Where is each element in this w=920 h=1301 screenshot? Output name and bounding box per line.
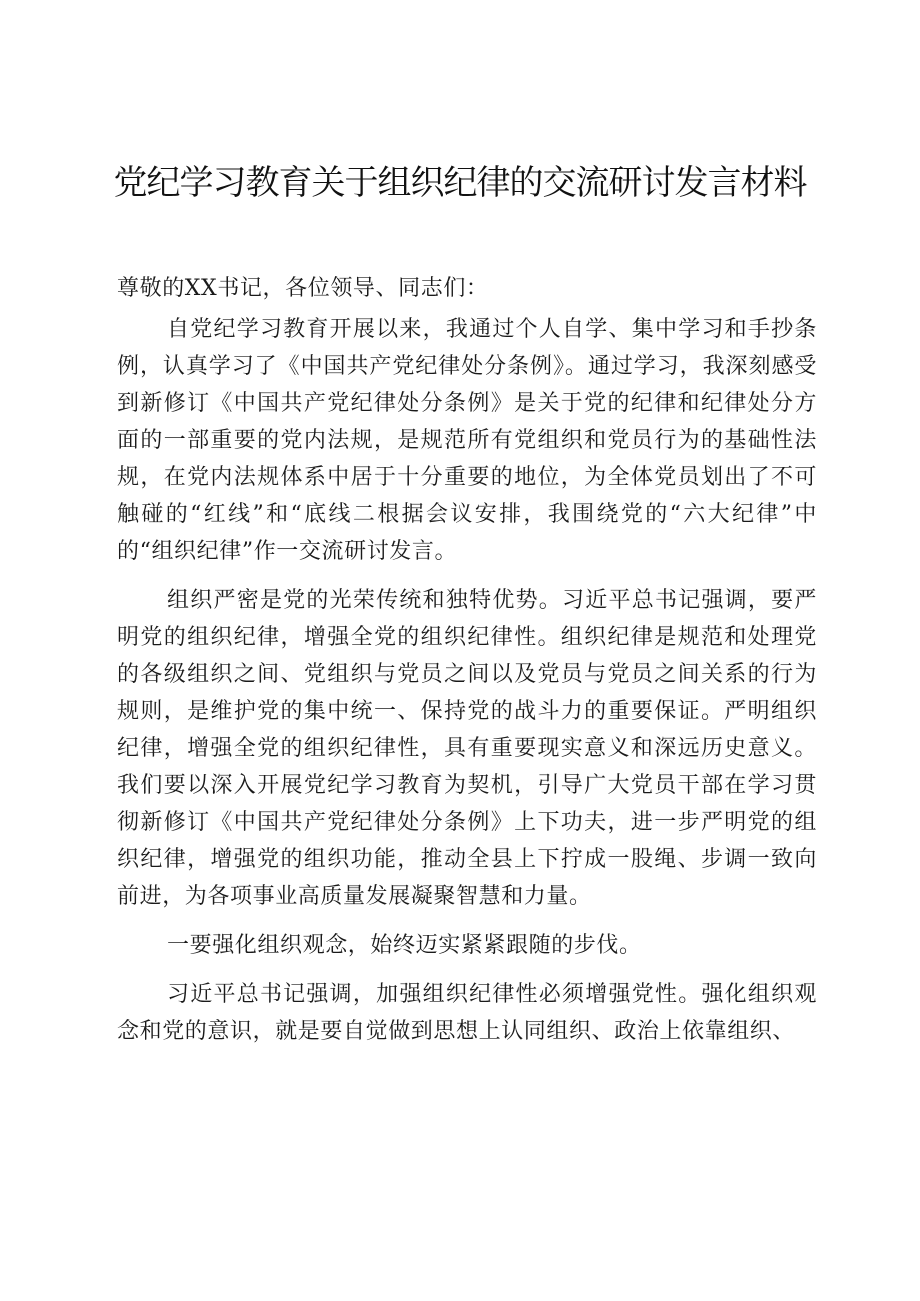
section-heading-1: 一要强化组织观念，始终迈实紧紧跟随的步伐。 [167, 933, 642, 958]
document-body [117, 270, 817, 1050]
paragraph-1: 自党纪学习教育开展以来，我通过个人自学、集中学习和手抄条例，认真学习了《中国共产党纪律处分条例》。通过学习，我深刻感受到新修订《中国共产党纪律处分条例》是关于党的纪律和纪律处分方面的一部重要的党内法规，是规范所有党组织和党员行为的基础性法规，在党内法规体系中居于十分重要的地位，为全体党员划出了不可触碰的“红线”和“底线二根据会议安排，我围绕党的“六大纪律”中的“组织纪律”作一交流研讨发言。 [117, 317, 817, 564]
paragraph-2: 组织严密是党的光荣传统和独特优势。习近平总书记强调，要严明党的组织纪律，增强全党的组织纪律性。组织纪律是规范和处理党的各级组织之间、党组织与党员之间以及党员与党员之间关系的行为规则，是维护党的集中统一、保持党的战斗力的重要保证。严明组织纪律，增强全党的组织纪律性，具有重要现实意义和深远历史意义。我们要以深入开展党纪学习教育为契机，引导广大党员干部在学习贯彻新修订《中国共产党纪律处分条例》上下功夫，进一步严明党的组织纪律，增强党的组织功能，推动全县上下拧成一股绳、步调一致向前进，为各项事业高质量发展凝聚智慧和力量。 [117, 588, 817, 909]
paragraph-3: 习近平总书记强调，加强组织纪律性必须增强党性。强化组织观念和党的意识，就是要自觉做到思想上认同组织、政治上依靠组织、 [117, 982, 817, 1044]
salutation: 尊敬的XX书记，各位领导、同志们： [117, 276, 489, 301]
document-title: 党纪学习教育关于组织纪律的交流研讨发言材料 [113, 163, 807, 203]
